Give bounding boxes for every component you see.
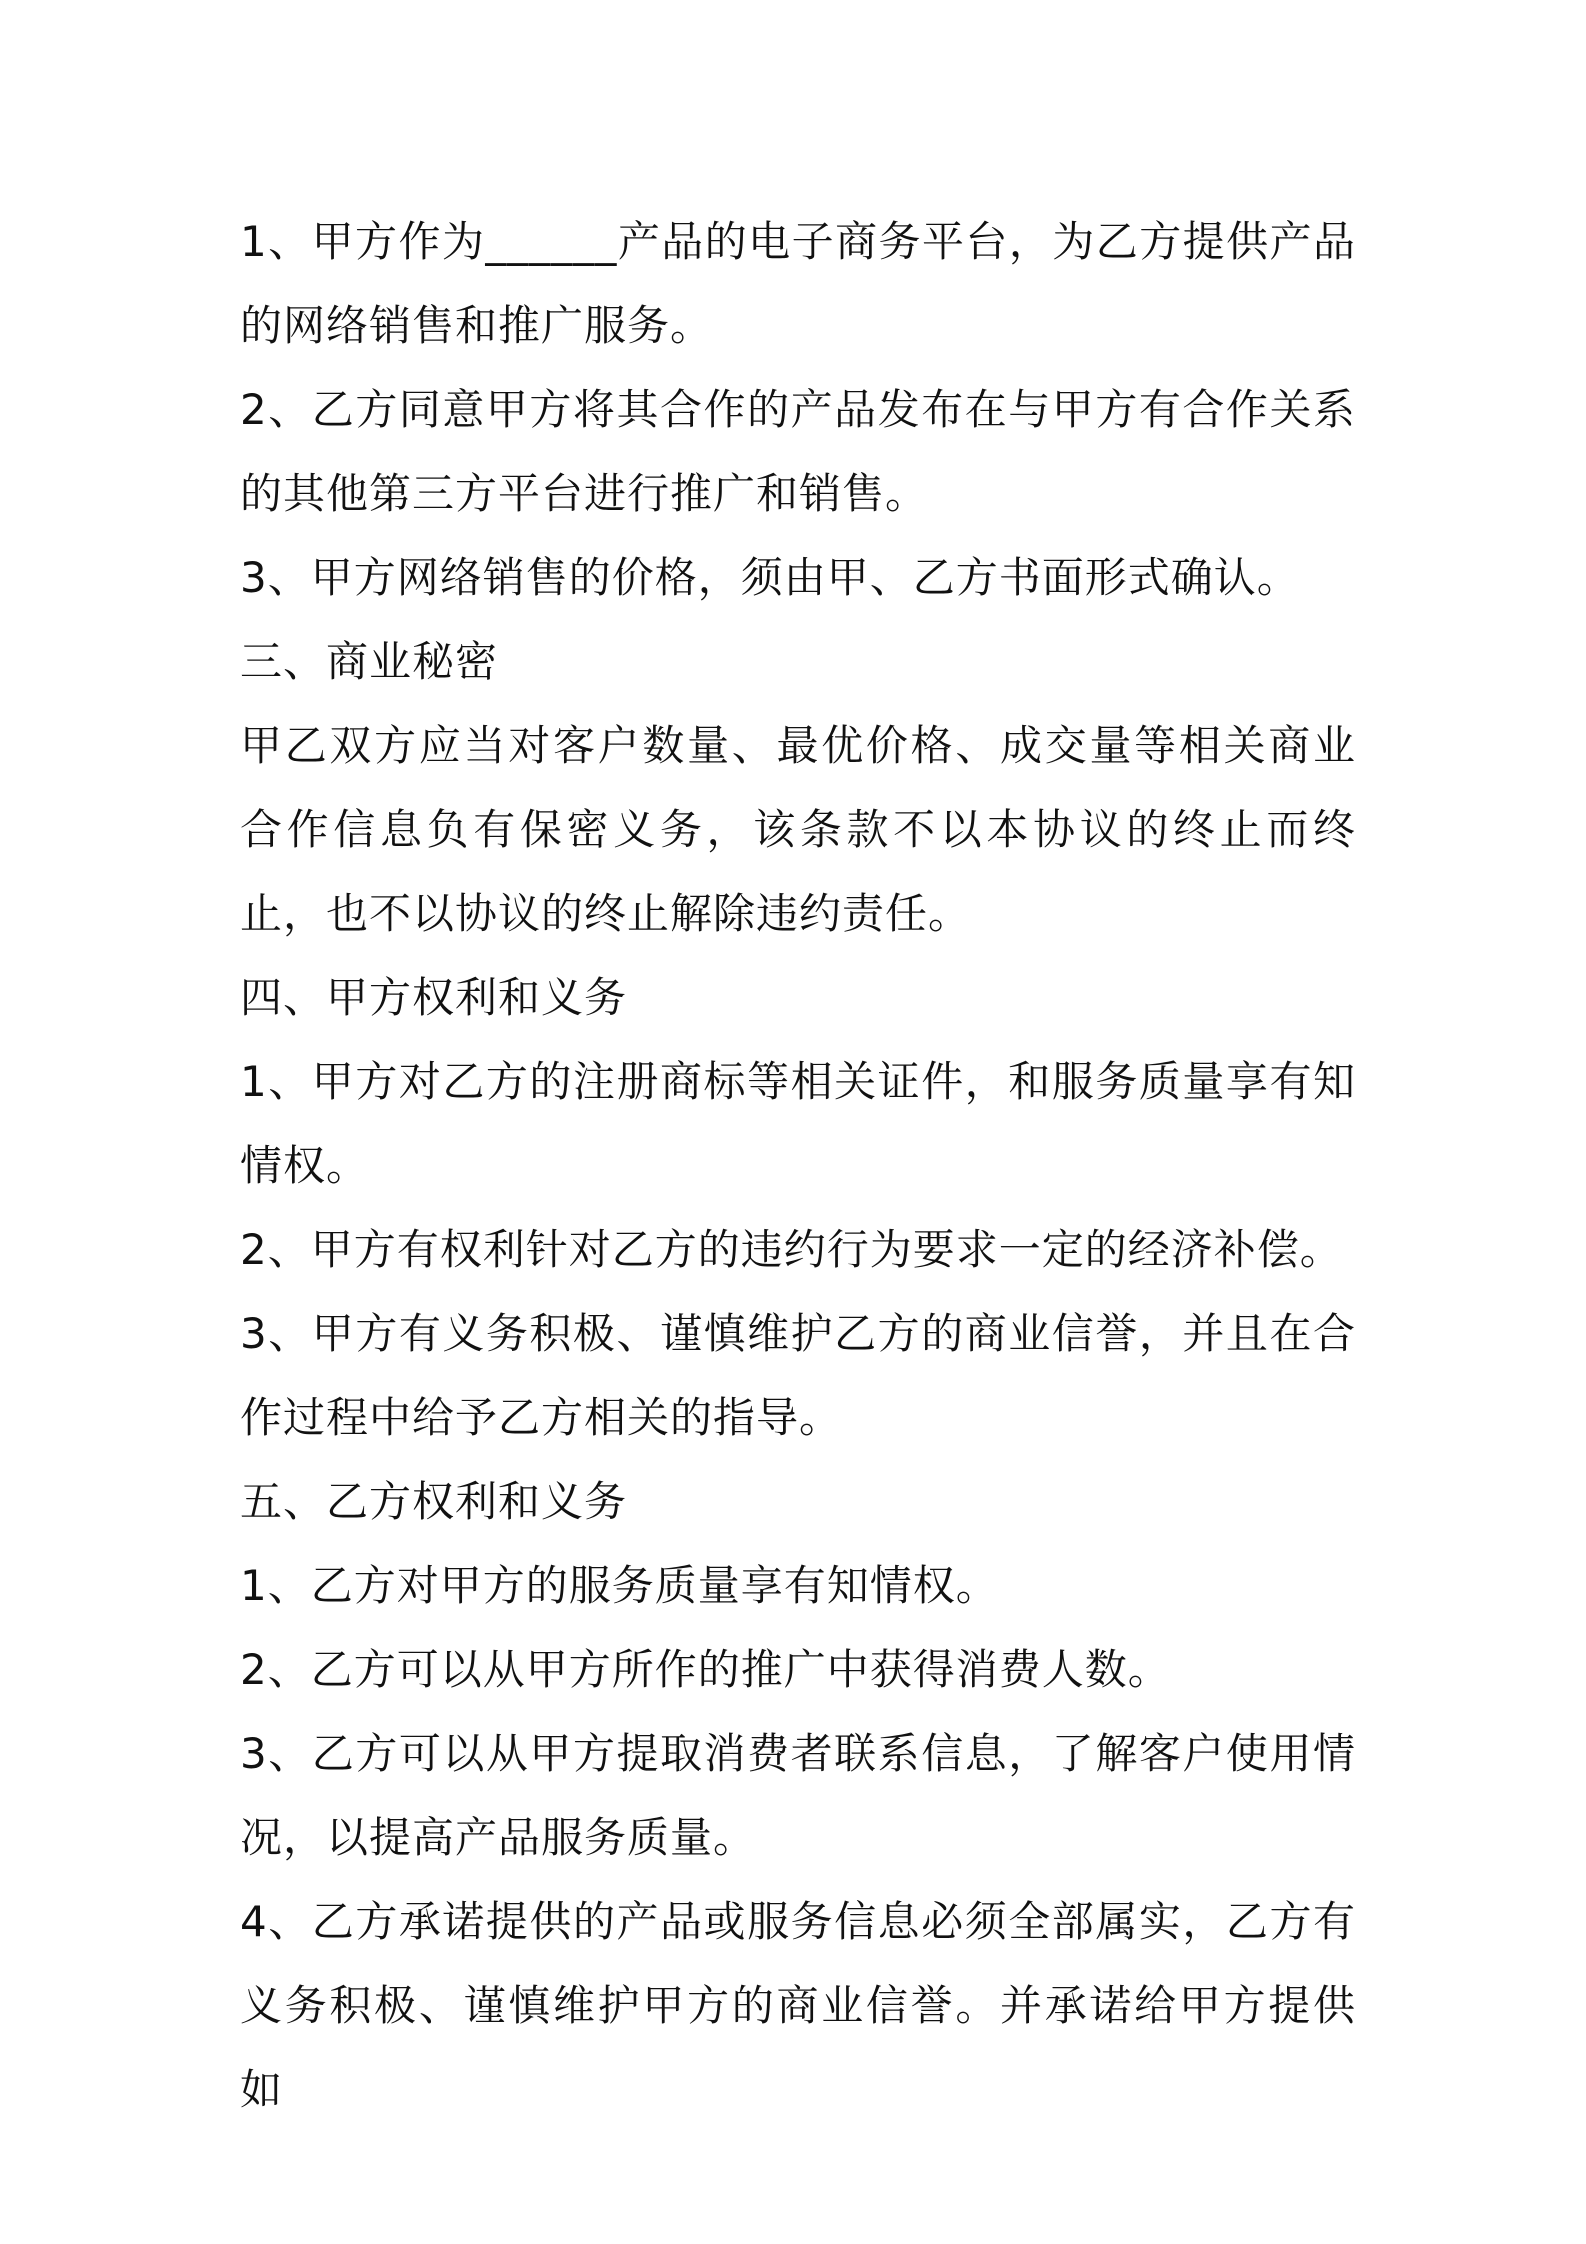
- clause-2-third-party: 2、乙方同意甲方将其合作的产品发布在与甲方有合作关系的其他第三方平台进行推广和销售。: [240, 385, 1356, 518]
- document-body: [240, 200, 1356, 2132]
- clause-3-pricing: 3、甲方网络销售的价格，须由甲、乙方书面形式确认。: [240, 553, 1300, 602]
- clause-1-platform: 1、甲方作为______产品的电子商务平台，为乙方提供产品的网络销售和推广服务。: [240, 217, 1356, 350]
- trade-secrets-text: 甲乙双方应当对客户数量、最优价格、成交量等相关商业合作信息负有保密义务，该条款不以本协议的终止而终止，也不以协议的终止解除违约责任。: [240, 721, 1356, 938]
- section-heading-party-b-rights: 五、乙方权利和义务: [240, 1477, 628, 1526]
- party-a-clause-3: 3、甲方有义务积极、谨慎维护乙方的商业信誉，并且在合作过程中给予乙方相关的指导。: [240, 1309, 1356, 1442]
- section-heading-party-a-rights: 四、甲方权利和义务: [240, 973, 628, 1022]
- party-a-clause-1: 1、甲方对乙方的注册商标等相关证件，和服务质量享有知情权。: [240, 1057, 1356, 1190]
- section-heading-trade-secrets: 三、商业秘密: [240, 637, 499, 686]
- party-b-clause-4: 4、乙方承诺提供的产品或服务信息必须全部属实，乙方有义务积极、谨慎维护甲方的商业信誉。并承诺给甲方提供如: [240, 1897, 1356, 2114]
- party-a-clause-2: 2、甲方有权利针对乙方的违约行为要求一定的经济补偿。: [240, 1225, 1343, 1274]
- party-b-clause-1: 1、乙方对甲方的服务质量享有知情权。: [240, 1561, 999, 1610]
- party-b-clause-2: 2、乙方可以从甲方所作的推广中获得消费人数。: [240, 1645, 1171, 1694]
- party-b-clause-3: 3、乙方可以从甲方提取消费者联系信息，了解客户使用情况，以提高产品服务质量。: [240, 1729, 1356, 1862]
